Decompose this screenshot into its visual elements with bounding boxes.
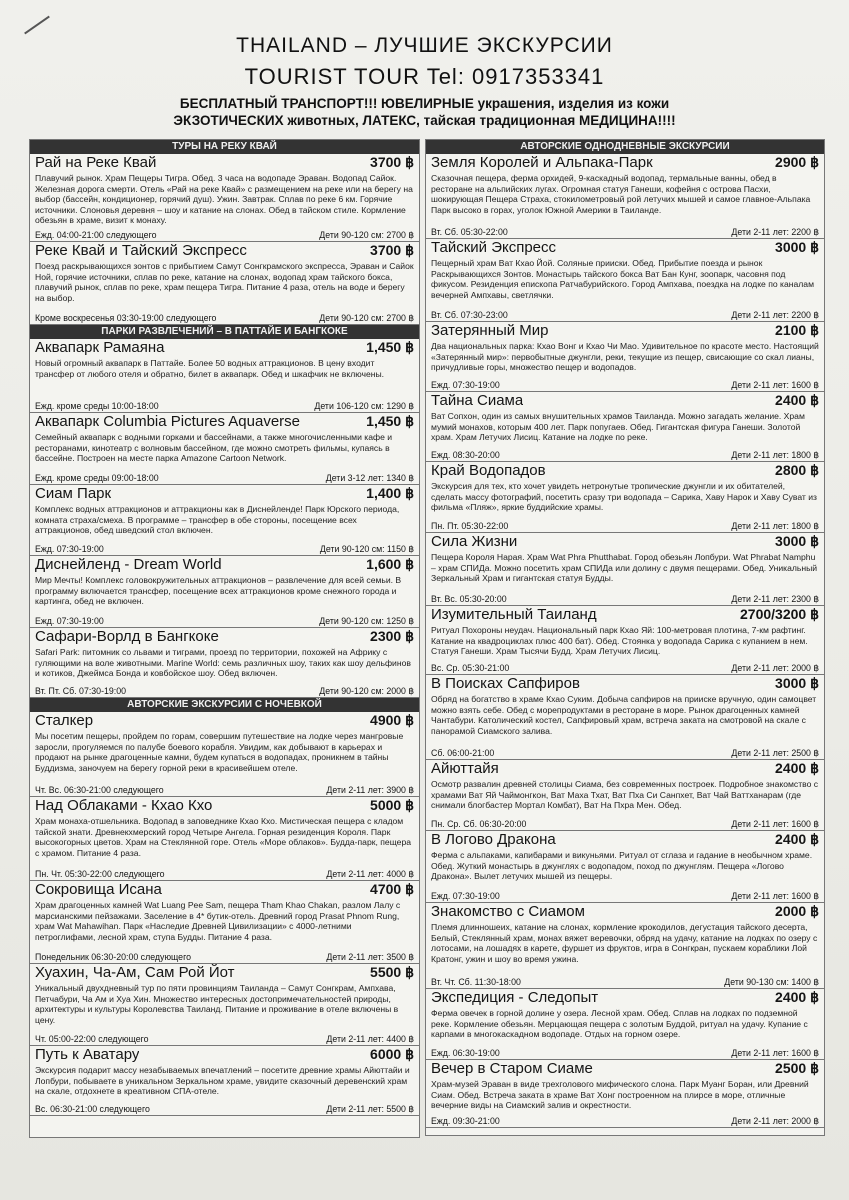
tour-heading [35, 1046, 414, 1065]
tour-card [30, 154, 419, 242]
tour-price: 2800 ฿ [775, 462, 819, 478]
tour-name: Сила Жизни [431, 533, 518, 550]
tour-child-price: Дети 2-11 лет: 2200 ฿ [731, 310, 819, 320]
tour-child-price: Дети 90-120 см: 1250 ฿ [319, 616, 414, 626]
tour-description: Комплекс водных аттракционов и аттракционы как в Диснейленде! Парк Юрского периода, комната страха/смеха. В программе – трансфер в обе стороны, посещение всех аттракционов, обед шведский стол включен. [35, 504, 400, 535]
tour-price: 2500 ฿ [775, 1060, 819, 1076]
tour-card [30, 556, 419, 628]
tour-description: Ферма с альпаками, капибарами и викуньями. Ритуал от сглаза и гадание в необычном храме. Обед. Жуткий монастырь в джунглях с водопадом, поход по джунглям. Пещера «Логово Дракона». Вылет летучих мышей из пещеры. [431, 850, 813, 881]
tour-child-price: Дети 2-11 лет: 5500 ฿ [326, 1104, 414, 1114]
tour-name: Рай на Реке Квай [35, 154, 157, 171]
tour-footer [35, 230, 414, 240]
tour-description: Экскурсия подарит массу незабываемых впечатлений – посетите древние храмы Айюттайи и Лопбури, побываете в уникальном Зеркальном храме, увидите сказочный деревенский храм на скале, отдохнете в креативном СПА-отеле. [35, 1065, 410, 1096]
tour-description: Храм монаха-отшельника. Водопад в заповеднике Кхао Кхо. Мистическая пещера с кладом тайской знати. Древнекхмерский город Четыре Ангела. Горная резиденция Короля. Парк высокогорных цветов. Храм на Стеклянной горе. Отель «Море облаков». Будда-парк, пещера с храмом. Питание 4 раза. [35, 816, 412, 858]
tour-child-price: Дети 2-11 лет: 1800 ฿ [731, 450, 819, 460]
tour-price: 3700 ฿ [370, 154, 414, 170]
tour-footer [431, 450, 819, 460]
tour-name: Тайский Экспресс [431, 239, 557, 256]
tour-schedule: Сб. 06:00-21:00 [431, 748, 495, 758]
tour-description: Два национальных парка: Кхао Вонг и Кхао Чи Мао. Удивительное по красоте место. Настоящий «Затерянный мир»: первобытные джунгли, реки, текущие из пещер, свисающие со скал лианы, причудливые горы, множество пещер и водопадов. [431, 341, 819, 372]
tour-heading [35, 339, 414, 358]
tour-schedule: Ежд. кроме среды 10:00-18:00 [35, 401, 159, 411]
tour-schedule: Ежд. кроме среды 09:00-18:00 [35, 473, 159, 483]
tour-price: 2100 ฿ [775, 322, 819, 338]
tour-description: Уникальный двухдневный тур по пяти провинциям Таиланда – Самут Сонгкрам, Ампхава, Петчабури, Ча Ам и Хуа Хин. Множество интересных достопримечательностей природы, архитектуры и культуры Королевства Таиланд. Питание и проживание в отеле включены в цену. [35, 983, 399, 1025]
tour-schedule: Вт. Сб. 05:30-22:00 [431, 227, 508, 237]
tour-card [426, 392, 824, 462]
tour-description: Плавучий рынок. Храм Пещеры Тигра. Обед. 3 часа на водопаде Эраван. Водопад Сайок. Железная дорога смерти. Отель «Рай на реке Квай» с размещением на реке или на берегу на выбор (бассейн, кондиционер, горячий душ). Ужин. Завтрак. Сплав по реке 6 км. Горячие источники. Слоновья деревня – шоу и катание на слонах. Обед в тайском стиле. Кормление обезьян в храме, визит к монаху. [35, 173, 413, 225]
tour-schedule: Вс. 06:30-21:00 следующего [35, 1104, 150, 1114]
tour-schedule: Вт. Сб. 07:30-23:00 [431, 310, 508, 320]
tour-name: Тайна Сиама [431, 392, 524, 409]
tour-price: 1,400 ฿ [366, 485, 414, 501]
tour-footer [35, 686, 414, 696]
right-column [425, 139, 825, 1136]
tour-heading [431, 1060, 819, 1079]
tour-heading [431, 533, 819, 552]
tour-card [30, 485, 419, 556]
tour-price: 6000 ฿ [370, 1046, 414, 1062]
tour-name: Сафари-Ворлд в Бангкоке [35, 628, 219, 645]
tour-footer [35, 616, 414, 626]
tour-card [426, 1060, 824, 1128]
tour-child-price: Дети 2-11 лет: 3900 ฿ [326, 785, 414, 795]
tour-card [426, 831, 824, 903]
tour-schedule: Пн. Чт. 05:30-22:00 следующего [35, 869, 165, 879]
tour-child-price: Дети 90-120 см: 2000 ฿ [319, 686, 414, 696]
tour-child-price: Дети 2-11 лет: 4000 ฿ [326, 869, 414, 879]
tour-heading [431, 903, 819, 922]
tour-footer [35, 869, 414, 879]
tour-name: Путь к Аватару [35, 1046, 140, 1063]
tour-name: Сокровища Исана [35, 881, 162, 898]
tour-schedule: Ежд. 09:30-21:00 [431, 1116, 500, 1126]
tour-description: Пещера Короля Нарая. Храм Wat Phra Phutthabat. Город обезьян Лопбури. Wat Phrabat Namphu – храм СПИДа. Можно посетить храм СПИДа или долину с двумя пещерами. Обед. Уникальный Зеркальный Храм и гигантская статуя Будды. [431, 552, 818, 583]
tour-card [30, 413, 419, 485]
tour-card [426, 533, 824, 606]
tour-footer [35, 401, 414, 411]
tour-card [30, 881, 419, 964]
tour-description: Новый огромный аквапарк в Паттайе. Более 50 водных аттракционов. В цену входит трансфер от любого отеля и обратно, билет в аквапарк. Обед и шкафчик не включены. [35, 358, 385, 379]
flyer-tagline-2: ЭКЗОТИЧЕСКИХ животных, ЛАТЕКС, тайская традиционная МЕДИЦИНА!!!! [173, 113, 676, 128]
tour-child-price: Дети 90-120 см: 2700 ฿ [319, 230, 414, 240]
tour-card [426, 675, 824, 760]
tour-description: Safari Park: питомник со львами и тиграми, проезд по территории, похожей на Африку с гуляющими на воле животными. Marine World: семь различных шоу, таких как шоу дельфинов и котиков, Джеймса Бонда и ковбойское шоу. Обед включен. [35, 647, 411, 678]
tour-card [426, 606, 824, 675]
tour-footer [35, 785, 414, 795]
tour-child-price: Дети 2-11 лет: 2300 ฿ [731, 594, 819, 604]
tour-description: Пещерный храм Ват Кхао Йой. Соляные прииски. Обед. Прибытие поезда и рынок Раскрывающихся Зонтов. Монастырь тайского бокса Ват Бан Кунг, зоопарк, часовня под фикусом. Резиденция епископа Ратчабурийского. Город Ампхава, поездка на лодке по каналам вечерней Ампхавы, светлячки. [431, 258, 814, 300]
tour-schedule: Ежд. 04:00-21:00 следующего [35, 230, 157, 240]
tour-child-price: Дети 3-12 лет: 1340 ฿ [325, 473, 414, 483]
tour-name: Вечер в Старом Сиаме [431, 1060, 593, 1077]
tour-name: Изумительный Таиланд [431, 606, 597, 623]
tour-heading [431, 989, 819, 1008]
tour-name: Аквапарк Columbia Pictures Aquaverse [35, 413, 301, 430]
section-header: АВТОРСКИЕ ОДНОДНЕВНЫЕ ЭКСКУРСИИ [426, 140, 824, 154]
tour-card [426, 462, 824, 533]
tour-name: Затерянный Мир [431, 322, 549, 339]
tour-card [30, 964, 419, 1046]
tour-description: Семейный аквапарк с водными горками и бассейнами, а также многочисленными кафе и ресторанами, кинотеатр с волновым бассейном, где можно смотреть фильмы, купаясь в бассейне. Построен на месте парка Amazone Cartoon Network. [35, 432, 393, 463]
tour-price: 3000 ฿ [775, 675, 819, 691]
tour-card [426, 903, 824, 989]
tour-footer [431, 748, 819, 758]
tour-price: 2000 ฿ [775, 903, 819, 919]
left-column [29, 139, 420, 1138]
tour-description: Поезд раскрывающихся зонтов с прибытием Самут Сонгкрамского экспресса, Эраван и Сайок Ной, горячие источники, сплав по реке, катание на слонах, водопад храм тайского бокса, плавучий рынок, сплав по реке, храм пещера Тигра. Питание 4 раза, отель на воде и берегу на выбор. [35, 261, 414, 303]
tour-heading [35, 881, 414, 900]
tour-price: 1,450 ฿ [366, 413, 414, 429]
tour-card [30, 628, 419, 698]
tour-child-price: Дети 90-130 см: 1400 ฿ [724, 977, 819, 987]
tour-card [426, 322, 824, 392]
pen-mark [24, 16, 50, 35]
tour-price: 5500 ฿ [370, 964, 414, 980]
tour-child-price: Дети 90-120 см: 2700 ฿ [319, 313, 414, 323]
section-header: ТУРЫ НА РЕКУ КВАЙ [30, 140, 419, 154]
tour-name: Над Облаками - Кхао Кхо [35, 797, 213, 814]
tour-name: Сиам Парк [35, 485, 112, 502]
tour-child-price: Дети 2-11 лет: 3500 ฿ [326, 952, 414, 962]
tour-footer [431, 380, 819, 390]
tour-price: 2400 ฿ [775, 760, 819, 776]
tour-name: Знакомство с Сиамом [431, 903, 585, 920]
tour-heading [431, 831, 819, 850]
tour-card [426, 239, 824, 322]
tour-child-price: Дети 2-11 лет: 2000 ฿ [731, 663, 819, 673]
tour-name: Айюттайя [431, 760, 499, 777]
tour-heading [35, 154, 414, 173]
tour-description: Ферма овечек в горной долине у озера. Лесной храм. Обед. Сплав на лодках по подземной реке. Кормление обезьян. Мерцающая пещера с золотым Буддой, ритуал на удачу. Купание с карпами в многокаскадном водопаде. Отдых на горном озере. [431, 1008, 808, 1039]
tour-heading [35, 628, 414, 647]
tour-schedule: Вт. Пт. Сб. 07:30-19:00 [35, 686, 127, 696]
tour-price: 2400 ฿ [775, 392, 819, 408]
tour-card [30, 712, 419, 797]
tour-description: Ритуал Похороны неудач. Национальный парк Кхао Яй: 100-метровая плотина, 7-км рафтинг. Катание на квадроциклах плюс 400 бат). Обед. Стоянка у водопада Сарика с купанием в нем. Статуя Ганеши. Храм Тысячи Будд. Храм Летучих Лисиц. [431, 625, 808, 656]
tour-footer [431, 521, 819, 531]
tour-description: Мир Мечты! Комплекс головокружительных аттракционов – развлечение для всей семьи. В программу включается трансфер, посещение всех аттракционов кроме снежного города и картинга, обед не включен. [35, 575, 402, 606]
tour-footer [35, 544, 414, 554]
tour-footer [35, 1104, 414, 1114]
tour-child-price: Дети 90-120 см: 1150 ฿ [319, 544, 414, 554]
tour-footer [431, 977, 819, 987]
tour-heading [35, 556, 414, 575]
tour-schedule: Ежд. 07:30-19:00 [35, 616, 104, 626]
tour-name: В Логово Дракона [431, 831, 556, 848]
tour-card [426, 760, 824, 831]
tour-footer [431, 594, 819, 604]
tour-footer [35, 473, 414, 483]
tour-price: 2700/3200 ฿ [740, 606, 819, 622]
tour-price: 3000 ฿ [775, 533, 819, 549]
tour-footer [431, 227, 819, 237]
tour-name: Сталкер [35, 712, 94, 729]
tour-heading [35, 413, 414, 432]
tour-schedule: Ежд. 07:30-19:00 [431, 380, 500, 390]
tour-name: Диснейленд - Dream World [35, 556, 222, 573]
tour-child-price: Дети 2-11 лет: 1600 ฿ [731, 819, 819, 829]
tour-name: Хуахин, Ча-Ам, Сам Рой Йот [35, 964, 235, 981]
tour-schedule: Вт. Вс. 05:30-20:00 [431, 594, 507, 604]
tour-name: В Поисках Сапфиров [431, 675, 580, 692]
tour-child-price: Дети 106-120 см: 1290 ฿ [314, 401, 414, 411]
tour-heading [35, 485, 414, 504]
tour-footer [431, 1048, 819, 1058]
tour-heading [35, 797, 414, 816]
tour-schedule: Чт. 05:00-22:00 следующего [35, 1034, 149, 1044]
tour-price: 2300 ฿ [370, 628, 414, 644]
tour-heading [35, 712, 414, 731]
tour-schedule: Вс. Ср. 05:30-21:00 [431, 663, 510, 673]
tour-price: 1,600 ฿ [366, 556, 414, 572]
tour-heading [431, 239, 819, 258]
tour-footer [35, 952, 414, 962]
tour-description: Обряд на богатство в храме Кхао Суким. Добыча сапфиров на прииске вручную, один самоцвет можно взять себе. Обед с морепродуктами в ресторане в море. Рынок драгоценных камней Чантабури. Католический костел, Сапфировый храм, встреча заката на смотровой на скале с панорамой Сиамского залива. [431, 694, 817, 736]
tour-name: Край Водопадов [431, 462, 546, 479]
tour-description: Мы посетим пещеры, пройдем по горам, совершим путешествие на лодке через мангровые заросли, прогуляемся по палубе боевого корабля. Увидим, как добывают в карьерах и продают на рынке драгоценные камни, будем купаться в водопадах, проникнем в тайны Буддизма, заночуем на берегу горной реки в красивейшем отеле. [35, 731, 404, 773]
tour-card [30, 242, 419, 325]
section-header: АВТОРСКИЕ ЭКСКУРСИИ С НОЧЕВКОЙ [30, 698, 419, 712]
tour-schedule: Понедельник 06:30-20:00 следующего [35, 952, 191, 962]
tour-schedule: Чт. Вс. 06:30-21:00 следующего [35, 785, 164, 795]
tour-schedule: Ежд. 06:30-19:00 [431, 1048, 500, 1058]
tour-description: Ват Сопхон, один из самых внушительных храмов Таиланда. Можно загадать желание. Храм мумий монахов, которым 400 лет. Парк попугаев. Обед. Гигантская фигура Ганеши. Золотой храм. Храм Летучих Лисиц. Катание на лодке по реке. [431, 411, 805, 442]
tour-price: 2400 ฿ [775, 989, 819, 1005]
tour-price: 5000 ฿ [370, 797, 414, 813]
tour-child-price: Дети 2-11 лет: 2000 ฿ [731, 1116, 819, 1126]
tour-footer [431, 891, 819, 901]
flyer-tagline-1: БЕСПЛАТНЫЙ ТРАНСПОРТ!!! ЮВЕЛИРНЫЕ украшения, изделия из кожи [179, 96, 670, 111]
tour-price: 4900 ฿ [370, 712, 414, 728]
tour-card [426, 154, 824, 239]
tour-heading [431, 462, 819, 481]
tour-heading [431, 322, 819, 341]
tour-description: Осмотр развалин древней столицы Сиама, без современных построек. Подробное знакомство с храмами Ват Яй Чаймонгкон, Ват Маха Тхат, Ват Пха Си Санпхет, Ват Чай Ваттханарам (где снимали блогбастер Мортал Комбат), Ват На Пхра Мен. Обед. [431, 779, 819, 810]
tour-card [426, 989, 824, 1060]
tour-child-price: Дети 2-11 лет: 1600 ฿ [731, 380, 819, 390]
tour-schedule: Кроме воскресенья 03:30-19:00 следующего [35, 313, 217, 323]
tour-price: 1,450 ฿ [366, 339, 414, 355]
tour-card [30, 1046, 419, 1116]
tour-heading [35, 242, 414, 261]
tour-name: Реке Квай и Тайский Экспресс [35, 242, 247, 259]
tour-description: Племя длинношеих, катание на слонах, кормление крокодилов, дегустация тайского десерта, Белый, Стеклянный храм, монах вяжет веревочки, обряд на удачу, катание на лодках по озеру с лотосами, на лошадях в карете, фуршет из фруктов, игра в Сонгкран, пускаем кораблики Лой Кратонг, ужин и шоу во время ужина. [431, 922, 818, 964]
tour-footer [431, 1116, 819, 1126]
tour-heading [431, 392, 819, 411]
tour-child-price: Дети 2-11 лет: 1800 ฿ [731, 521, 819, 531]
tour-footer [431, 310, 819, 320]
tour-price: 3000 ฿ [775, 239, 819, 255]
flyer-title: THAILAND – ЛУЧШИЕ ЭКСКУРСИИ [236, 34, 613, 57]
tour-schedule: Пн. Ср. Сб. 06:30-20:00 [431, 819, 527, 829]
tour-schedule: Вт. Чт. Сб. 11:30-18:00 [431, 977, 521, 987]
tour-heading [431, 606, 819, 625]
flyer-subtitle: TOURIST TOUR Tel: 0917353341 [244, 64, 605, 89]
tour-schedule: Пн. Пт. 05:30-22:00 [431, 521, 509, 531]
tour-footer [431, 819, 819, 829]
tour-heading [431, 675, 819, 694]
tour-schedule: Ежд. 07:30-19:00 [35, 544, 104, 554]
tour-name: Экспедиция - Следопыт [431, 989, 599, 1006]
tour-child-price: Дети 2-11 лет: 1600 ฿ [731, 891, 819, 901]
tour-heading [431, 760, 819, 779]
tour-description: Храм-музей Эраван в виде трехголового мифического слона. Парк Муанг Боран, или Древний Сиам. Обед. Встреча заката в храме Ват Хонг построенном на плирсе в море, отличные вечерние виды на Сиамский залив и окрестности. [431, 1079, 809, 1110]
tour-card [30, 797, 419, 881]
tour-description: Храм драгоценных камней Wat Luang Pee Sam, пещера Tham Khao Chakan, разлом Лалу с марсианскими пейзажами. Заселение в 4* бутик-отель. Древний город Prasat Phnom Rung, храм Wat Mahawihan. Парк «Наследие Древней Цивилизации» с 4000-летними петроглифами, лесной храм, ступа Будды. Питание 4 раза. [35, 900, 401, 942]
tour-child-price: Дети 2-11 лет: 2500 ฿ [731, 748, 819, 758]
tour-price: 4700 ฿ [370, 881, 414, 897]
tour-price: 2400 ฿ [775, 831, 819, 847]
tour-child-price: Дети 2-11 лет: 2200 ฿ [731, 227, 819, 237]
tour-description: Сказочная пещера, ферма орхидей, 9-каскадный водопад, термальные ванны, обед в ресторане на альпийских лугах. Огромная статуя Ганеши, кофейня с острова Пасхи, шокирующая Пещера Страха, стокилометровый рой летучих мышей и самое главное-Альпака Парк высоко в горах, уголок Южной Америки в Таиланде. [431, 173, 811, 215]
tour-card [30, 339, 419, 413]
tour-schedule: Ежд. 08:30-20:00 [431, 450, 500, 460]
tour-name: Земля Королей и Альпака-Парк [431, 154, 653, 171]
tour-heading [431, 154, 819, 173]
tour-footer [431, 663, 819, 673]
tour-child-price: Дети 2-11 лет: 1600 ฿ [731, 1048, 819, 1058]
tour-name: Аквапарк Рамаяна [35, 339, 165, 356]
tour-footer [35, 313, 414, 323]
tour-description: Экскурсия для тех, кто хочет увидеть нетронутые тропические джунгли и их обитателей, сделать массу фотографий, посетить сразу три водопада – Сарика, Хаву Нарок и Хаву Суват из фильма «Пляж», яркие буддийские храмы. [431, 481, 817, 512]
tour-child-price: Дети 2-11 лет: 4400 ฿ [326, 1034, 414, 1044]
tour-footer [35, 1034, 414, 1044]
tour-heading [35, 964, 414, 983]
section-header: ПАРКИ РАЗВЛЕЧЕНИЙ – В ПАТТАЙЕ И БАНГКОКЕ [30, 325, 419, 339]
tour-price: 2900 ฿ [775, 154, 819, 170]
tour-price: 3700 ฿ [370, 242, 414, 258]
tour-schedule: Ежд. 07:30-19:00 [431, 891, 500, 901]
